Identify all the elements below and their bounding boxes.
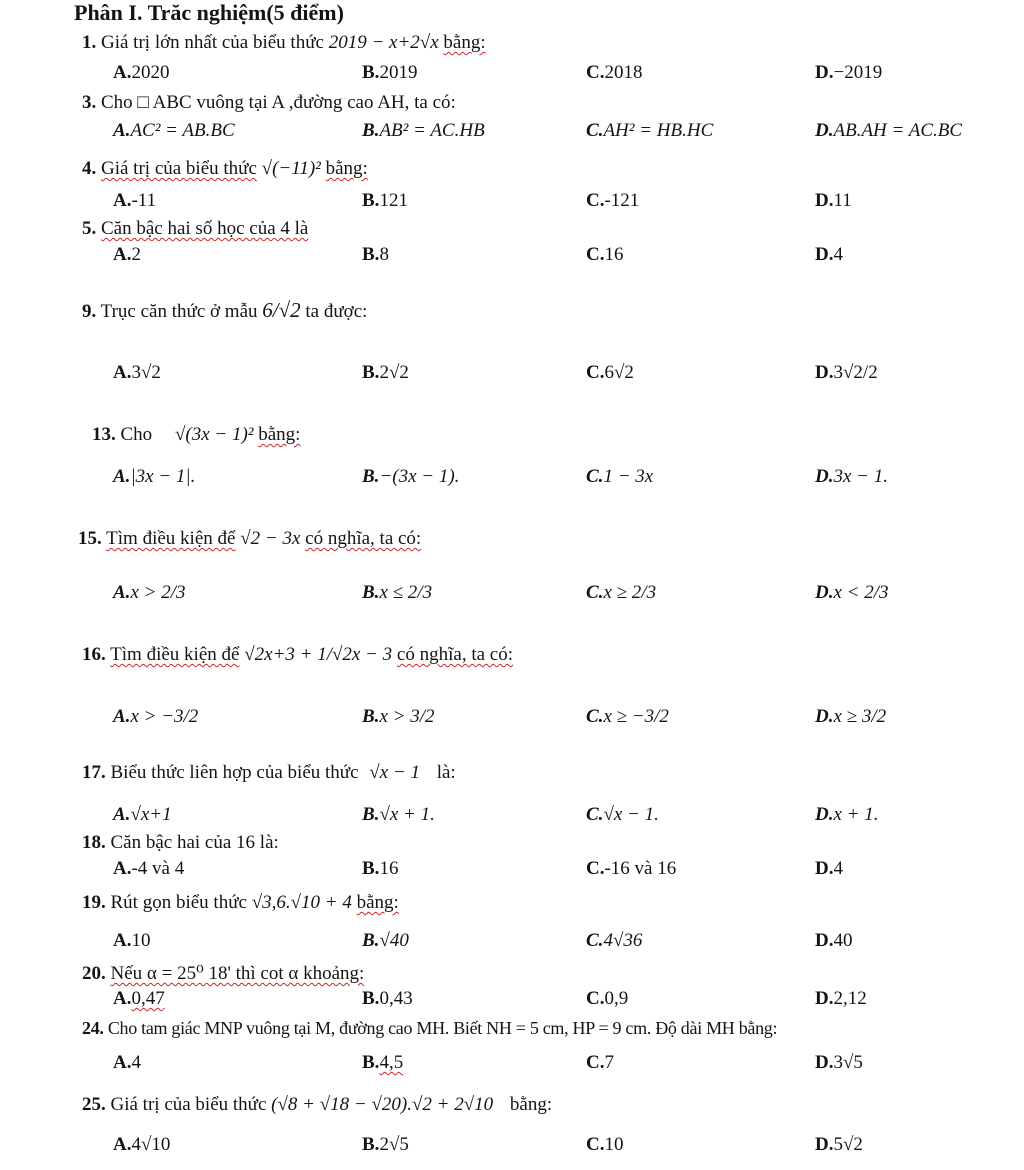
- option-d[interactable]: D.40: [815, 930, 853, 951]
- question-number: 20.: [82, 963, 106, 984]
- option-c[interactable]: C.6√2: [586, 362, 634, 383]
- option-d[interactable]: D.2,12: [815, 988, 867, 1009]
- option-b[interactable]: B.√40: [362, 930, 409, 951]
- option-b[interactable]: B.4,5: [362, 1052, 404, 1073]
- option-a[interactable]: A.-4 và 4: [113, 858, 185, 879]
- question-text: Cho: [120, 424, 153, 445]
- question-text: Cho □ ABC vuông tại A ,đường cao AH, ta có:: [101, 92, 456, 113]
- option-b[interactable]: B.2√5: [362, 1134, 409, 1155]
- question-tail: là:: [436, 762, 456, 783]
- question-text: Căn bậc hai của 16 là:: [110, 832, 279, 853]
- options-row-3: [0, 120, 1024, 156]
- question-expression: 6/√2: [262, 298, 301, 322]
- question-tail: có nghĩa, ta có:: [305, 528, 422, 549]
- question-text: Nếu α = 25⁰ 18' thì cot α khoảng:: [110, 963, 365, 984]
- option-b[interactable]: B.8: [362, 244, 389, 265]
- question-1: [82, 32, 486, 54]
- section-title: Phân I. Trăc nghiệm(5 điểm): [74, 0, 344, 25]
- option-c[interactable]: C.x ≥ 2/3: [586, 582, 657, 603]
- question-text: Tìm điều kiện để: [106, 528, 236, 549]
- question-number: 19.: [82, 892, 106, 913]
- option-d[interactable]: D.x ≥ 3/2: [815, 706, 887, 727]
- option-b[interactable]: B.x > 3/2: [362, 706, 435, 727]
- option-b[interactable]: B.16: [362, 858, 399, 879]
- question-tail: ta được:: [305, 301, 368, 322]
- options-row-15: [0, 582, 1024, 618]
- options-row-16: [0, 706, 1024, 742]
- option-d[interactable]: D.x + 1.: [815, 804, 879, 825]
- options-row-5: [0, 244, 1024, 280]
- option-c[interactable]: C.x ≥ −3/2: [586, 706, 669, 727]
- question-24: [82, 1018, 777, 1039]
- option-a[interactable]: A.|3x − 1|.: [113, 466, 196, 487]
- option-d[interactable]: D.4: [815, 858, 843, 879]
- option-d[interactable]: D.AB.AH = AC.BC: [815, 120, 963, 141]
- question-tail: bằng:: [443, 32, 486, 53]
- question-13: [92, 424, 300, 446]
- question-25: [82, 1094, 552, 1116]
- options-row-24: [0, 1052, 1024, 1088]
- question-tail: bằng:: [356, 892, 399, 913]
- question-number: 15.: [78, 528, 102, 549]
- question-number: 9.: [82, 301, 97, 322]
- question-text: Giá trị của biểu thức: [110, 1094, 267, 1115]
- option-b[interactable]: B.121: [362, 190, 408, 211]
- question-15: [78, 528, 421, 550]
- question-tail: bằng:: [509, 1094, 553, 1115]
- question-tail: có nghĩa, ta có:: [396, 644, 513, 665]
- question-20: [82, 962, 364, 985]
- option-a[interactable]: A.x > 2/3: [113, 582, 186, 603]
- question-tail: bằng:: [325, 158, 368, 179]
- question-text: Tìm điều kiện để: [110, 644, 240, 665]
- question-text: Biểu thức liên hợp của biểu thức: [110, 762, 359, 783]
- option-d[interactable]: D.11: [815, 190, 852, 211]
- option-c[interactable]: C.2018: [586, 62, 643, 83]
- question-9: [82, 298, 367, 323]
- question-text: Giá trị của biểu thức: [101, 158, 257, 179]
- option-a[interactable]: A.3√2: [113, 362, 161, 383]
- question-text: Giá trị lớn nhất của biểu thức: [101, 32, 324, 53]
- option-a[interactable]: A.x > −3/2: [113, 706, 199, 727]
- option-b[interactable]: B.2019: [362, 62, 418, 83]
- option-a[interactable]: A.√x+1: [113, 804, 172, 825]
- question-17: [82, 762, 456, 784]
- question-text: Căn bậc hai số học của 4 là: [101, 218, 309, 239]
- question-number: 4.: [82, 158, 97, 179]
- question-expression: √(−11)²: [261, 158, 321, 179]
- question-number: 16.: [82, 644, 106, 665]
- question-number: 13.: [92, 424, 116, 445]
- question-expression: √(3x − 1)²: [174, 424, 254, 445]
- question-tail: bằng:: [258, 424, 301, 445]
- option-d[interactable]: D.x < 2/3: [815, 582, 889, 603]
- question-number: 1.: [82, 32, 97, 53]
- question-text: Trục căn thức ở mẫu: [100, 301, 258, 322]
- question-3: [82, 92, 456, 114]
- option-c[interactable]: C.1 − 3x: [586, 466, 654, 487]
- question-19: [82, 892, 399, 914]
- option-a[interactable]: A.2: [113, 244, 141, 265]
- question-4: [82, 158, 368, 180]
- question-number: 24.: [82, 1018, 104, 1038]
- options-row-18: [0, 858, 1024, 894]
- option-b[interactable]: B.√x + 1.: [362, 804, 435, 825]
- option-d[interactable]: D.5√2: [815, 1134, 863, 1155]
- question-expression: (√8 + √18 − √20).√2 + 2√10: [271, 1094, 494, 1115]
- option-d[interactable]: D.4: [815, 244, 843, 265]
- option-c[interactable]: C.10: [586, 1134, 624, 1155]
- question-text: Rút gọn biểu thức: [110, 892, 247, 913]
- option-a[interactable]: A.4√10: [113, 1134, 171, 1155]
- option-c[interactable]: C.7: [586, 1052, 614, 1073]
- question-18: [82, 832, 279, 854]
- option-c[interactable]: C.-16 và 16: [586, 858, 677, 879]
- question-expression: √x − 1: [369, 762, 420, 783]
- question-expression: √2 − 3x: [240, 528, 301, 549]
- question-number: 17.: [82, 762, 106, 783]
- option-c[interactable]: C.-121: [586, 190, 640, 211]
- option-b[interactable]: B.0,43: [362, 988, 413, 1009]
- question-16: [82, 644, 513, 666]
- option-b[interactable]: B.−(3x − 1).: [362, 466, 460, 487]
- option-b[interactable]: B.x ≤ 2/3: [362, 582, 433, 603]
- question-expression: 2019 − x+2√x: [328, 32, 439, 53]
- option-c[interactable]: C.0,9: [586, 988, 629, 1009]
- options-row-19: [0, 930, 1024, 966]
- option-d[interactable]: D.3√2/2: [815, 362, 878, 383]
- option-a[interactable]: A.4: [113, 1052, 141, 1073]
- option-a[interactable]: A.-11: [113, 190, 157, 211]
- option-d[interactable]: D.3√5: [815, 1052, 863, 1073]
- question-number: 25.: [82, 1094, 106, 1115]
- options-row-13: [0, 466, 1024, 502]
- option-c[interactable]: C.AH² = HB.HC: [586, 120, 714, 141]
- options-row-9: [0, 362, 1024, 398]
- option-a[interactable]: A.2020: [113, 62, 170, 83]
- question-expression: √3,6.√10 + 4: [251, 892, 352, 913]
- option-d[interactable]: D.3x − 1.: [815, 466, 888, 487]
- question-5: [82, 218, 308, 240]
- question-expression: √2x+3 + 1/√2x − 3: [244, 644, 393, 665]
- option-a[interactable]: A.10: [113, 930, 151, 951]
- option-b[interactable]: B.AB² = AC.HB: [362, 120, 485, 141]
- option-a[interactable]: A.AC² = AB.BC: [113, 120, 235, 141]
- question-number: 18.: [82, 832, 106, 853]
- question-number: 3.: [82, 92, 97, 113]
- option-d[interactable]: D.−2019: [815, 62, 883, 83]
- option-c[interactable]: C.4√36: [586, 930, 643, 951]
- question-number: 5.: [82, 218, 97, 239]
- option-c[interactable]: C.16: [586, 244, 624, 265]
- question-text: Cho tam giác MNP vuông tại M, đường cao MH. Biết NH = 5 cm, HP = 9 cm. Độ dài MH bằng:: [107, 1018, 778, 1038]
- options-row-25: [0, 1134, 1024, 1170]
- option-c[interactable]: C.√x − 1.: [586, 804, 659, 825]
- option-a[interactable]: A.0,47: [113, 988, 165, 1009]
- option-b[interactable]: B.2√2: [362, 362, 409, 383]
